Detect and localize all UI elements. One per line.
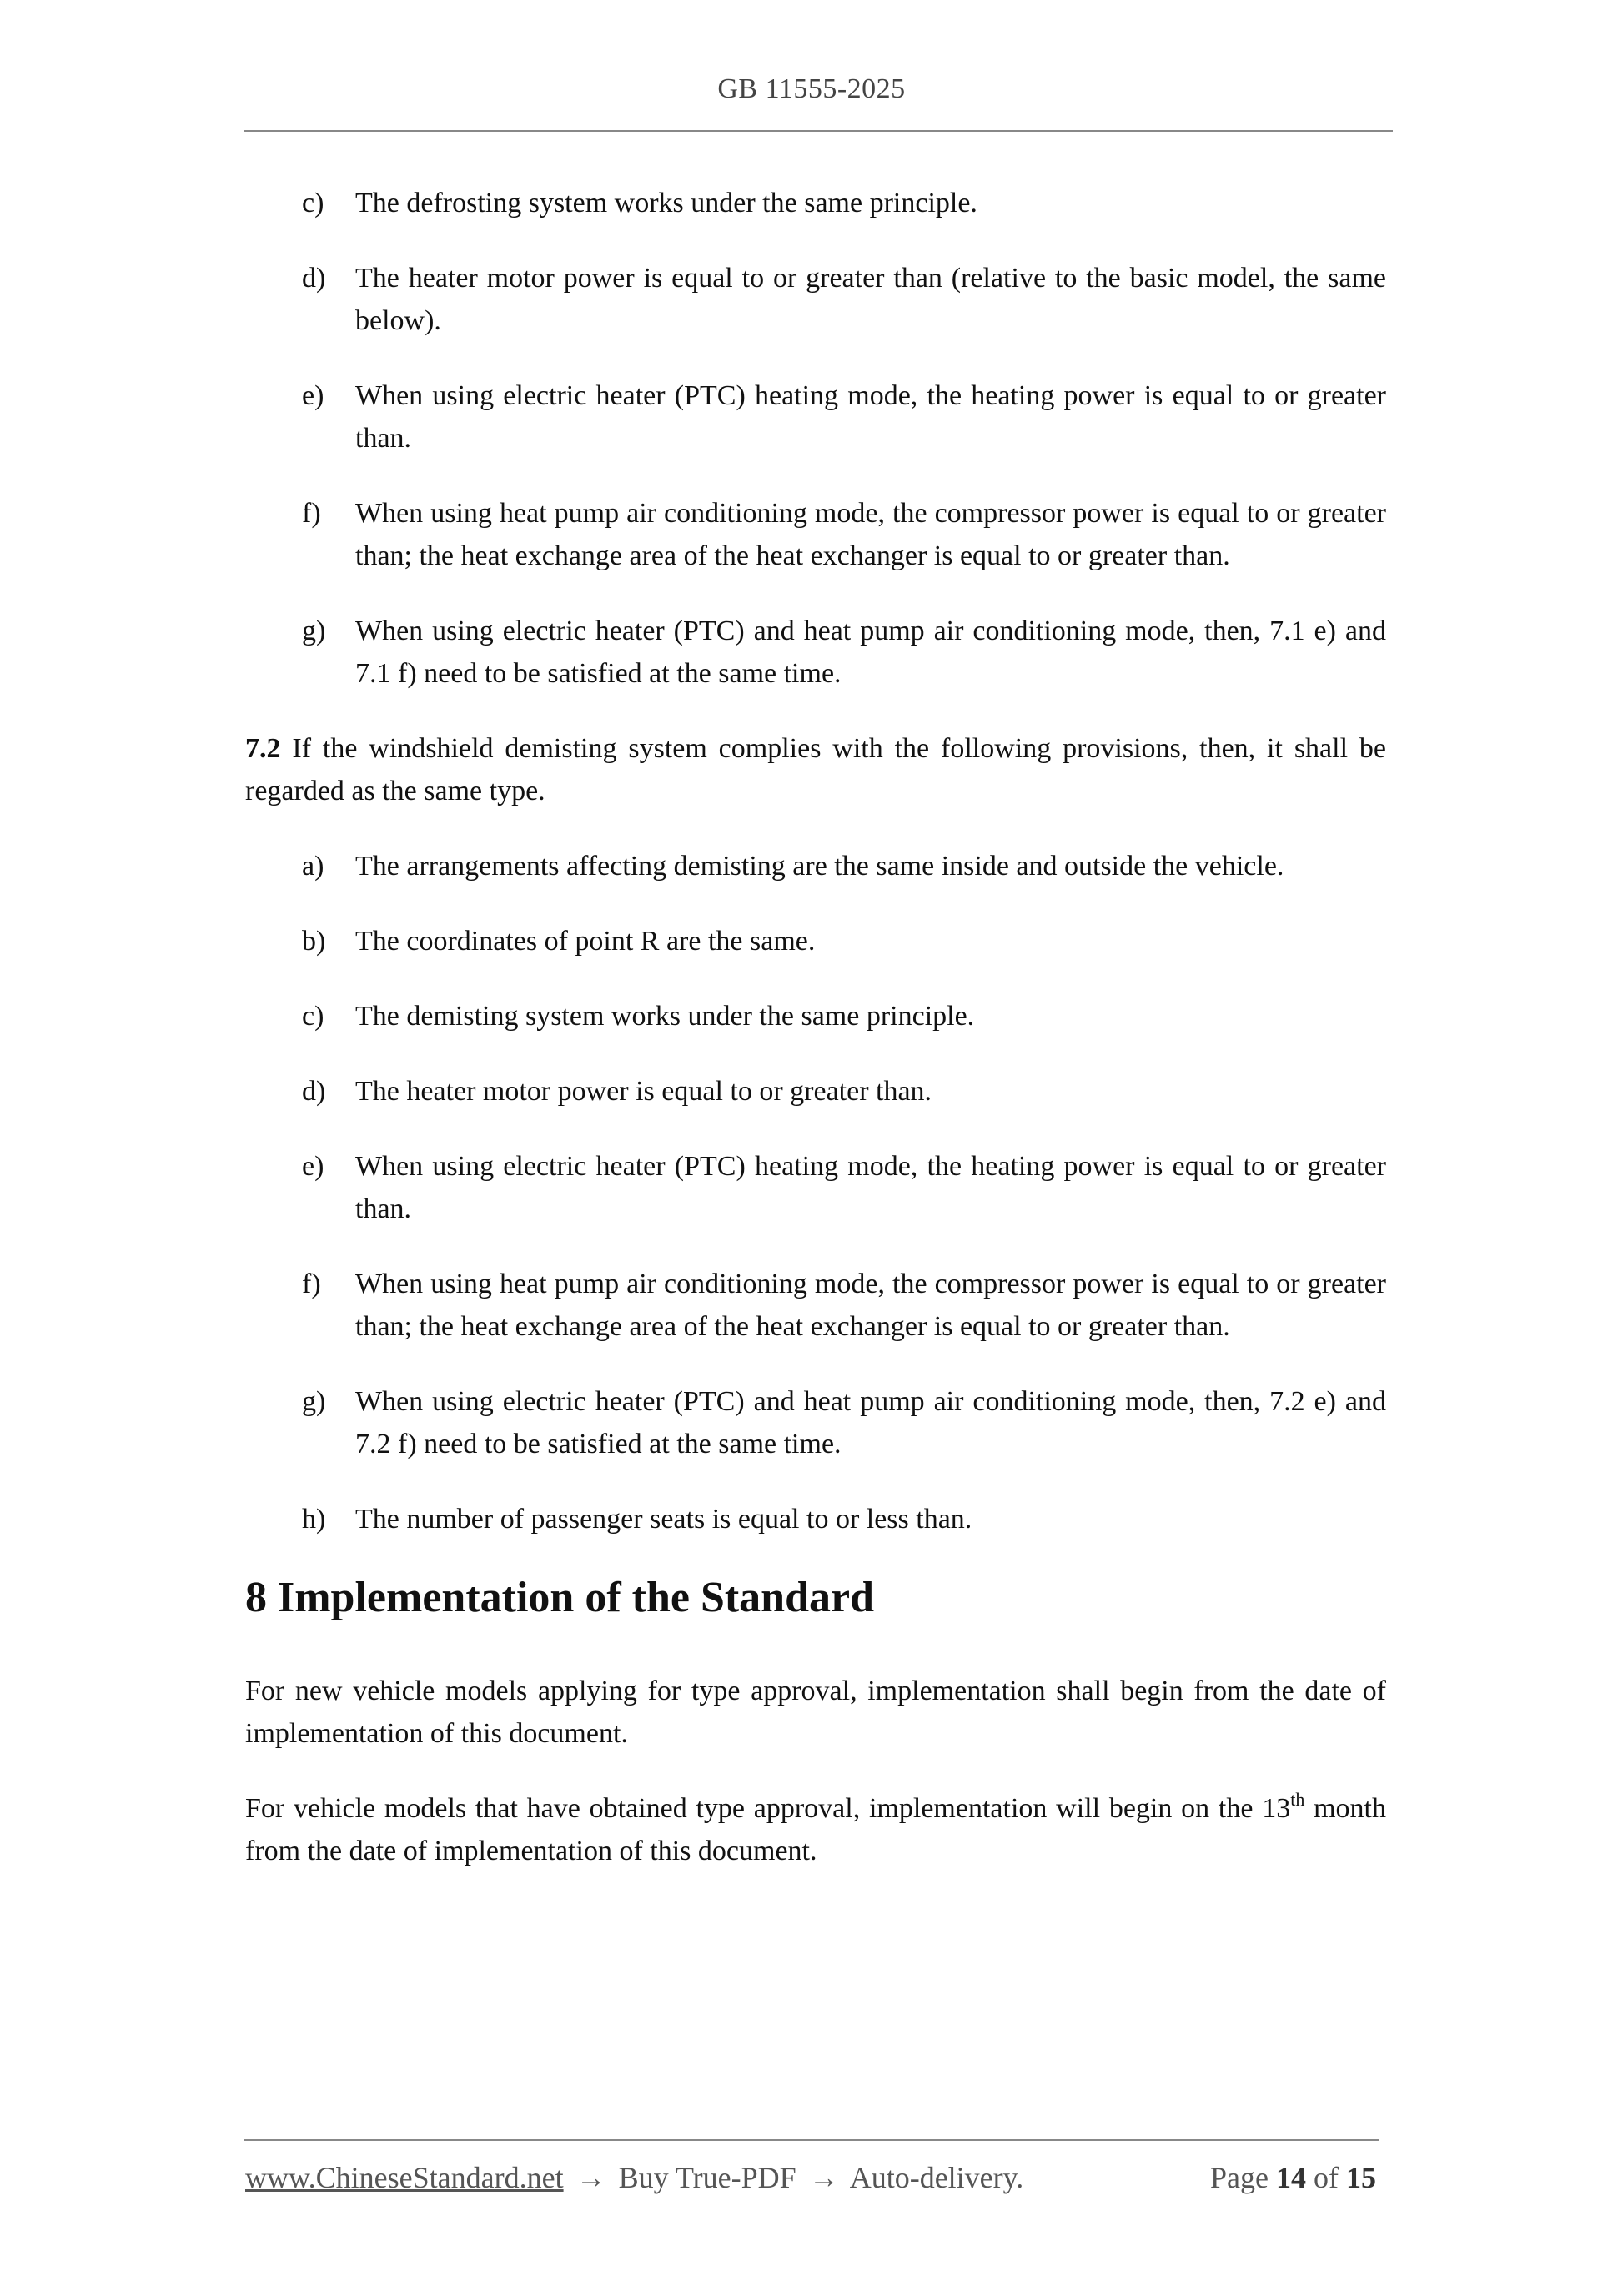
list-item-text: When using electric heater (PTC) and heat pump air conditioning mode, then, 7.1 e) and 7.1 f) need to be satisfied at the same time. (355, 615, 1386, 689)
auto-delivery-text: Auto-delivery. (849, 2161, 1024, 2194)
ordinal-suffix: th (1290, 1789, 1305, 1810)
footer-left (245, 2160, 1023, 2195)
list-item-marker: d) (302, 1076, 326, 1107)
list-item (245, 1380, 1386, 1465)
list-item (245, 1070, 1386, 1113)
list-item-text: When using electric heater (PTC) heating mode, the heating power is equal to or greater than. (355, 1151, 1386, 1224)
header-divider (244, 130, 1393, 132)
page-indicator (1210, 2160, 1376, 2195)
list-item-text: The defrosting system works under the same principle. (355, 188, 977, 219)
list-item-marker: g) (302, 615, 326, 646)
list-item (245, 1263, 1386, 1348)
paragraph-2-text-start: For vehicle models that have obtained type approval, implementation will begin on the 13 (245, 1793, 1291, 1824)
defrost-requirements-list (245, 182, 1386, 695)
list-item-text: When using electric heater (PTC) and heat pump air conditioning mode, then, 7.2 e) and 7.2 f) need to be satisfied at the same time. (355, 1386, 1386, 1459)
list-item (245, 1498, 1386, 1540)
footer-divider (244, 2139, 1379, 2141)
list-item (245, 1145, 1386, 1230)
list-item-marker: d) (302, 263, 326, 294)
demist-requirements-list (245, 845, 1386, 1540)
list-item-text: When using electric heater (PTC) heating mode, the heating power is equal to or greater than. (355, 380, 1386, 454)
website-link[interactable]: www.ChineseStandard.net (245, 2161, 564, 2194)
list-item (245, 920, 1386, 962)
page-content (245, 182, 1386, 1905)
paragraph-2-text-end: month from the date of implementation of this document. (245, 1793, 1386, 1866)
clause-7-2-number: 7.2 (245, 733, 281, 764)
section-8-heading: 8 Implementation of the Standard (245, 1574, 875, 1621)
list-item-marker: e) (302, 1151, 324, 1182)
list-item-marker: e) (302, 380, 324, 411)
of-label: of (1314, 2161, 1339, 2194)
page-footer (245, 2160, 1376, 2195)
list-item-marker: f) (302, 498, 321, 529)
current-page-number: 14 (1276, 2161, 1306, 2194)
list-item-text: The arrangements affecting demisting are the same inside and outside the vehicle. (355, 851, 1284, 882)
list-item-text: The coordinates of point R are the same. (355, 926, 816, 957)
list-item-marker: a) (302, 851, 324, 882)
section-8-paragraph-2 (245, 1787, 1386, 1872)
arrow-right-icon: → (808, 2161, 839, 2194)
list-item-marker: g) (302, 1386, 326, 1417)
list-item (245, 610, 1386, 695)
list-item-text: The number of passenger seats is equal to or less than. (355, 1504, 972, 1535)
list-item-text: The heater motor power is equal to or greater than (relative to the basic model, the same below). (355, 263, 1386, 336)
list-item (245, 845, 1386, 887)
buy-true-pdf-text: Buy True-PDF (618, 2161, 796, 2194)
list-item-marker: h) (302, 1504, 326, 1535)
list-item (245, 492, 1386, 577)
list-item-text: The demisting system works under the same principle. (355, 1001, 975, 1032)
list-item (245, 182, 1386, 224)
arrow-right-icon: → (575, 2161, 606, 2194)
page-label: Page (1210, 2161, 1269, 2194)
total-page-count: 15 (1346, 2161, 1376, 2194)
clause-7-2 (245, 727, 1386, 812)
list-item-marker: f) (302, 1269, 321, 1299)
list-item (245, 995, 1386, 1037)
list-item-text: When using heat pump air conditioning mode, the compressor power is equal to or greater than; the heat exchange area of the heat exchanger is equal to or greater than. (355, 498, 1386, 571)
list-item (245, 257, 1386, 342)
list-item-marker: c) (302, 188, 324, 219)
list-item-text: The heater motor power is equal to or greater than. (355, 1076, 932, 1107)
clause-7-2-text: If the windshield demisting system complies with the following provisions, then, it shall be regarded as the same type. (245, 733, 1386, 806)
list-item-text: When using heat pump air conditioning mode, the compressor power is equal to or greater than; the heat exchange area of the heat exchanger is equal to or greater than. (355, 1269, 1386, 1342)
list-item-marker: c) (302, 1001, 324, 1032)
list-item (245, 374, 1386, 460)
document-code-header: GB 11555-2025 (717, 73, 906, 104)
section-8-paragraph-1: For new vehicle models applying for type approval, implementation shall begin from the date of implementation of this document. (245, 1676, 1386, 1749)
list-item-marker: b) (302, 926, 326, 957)
